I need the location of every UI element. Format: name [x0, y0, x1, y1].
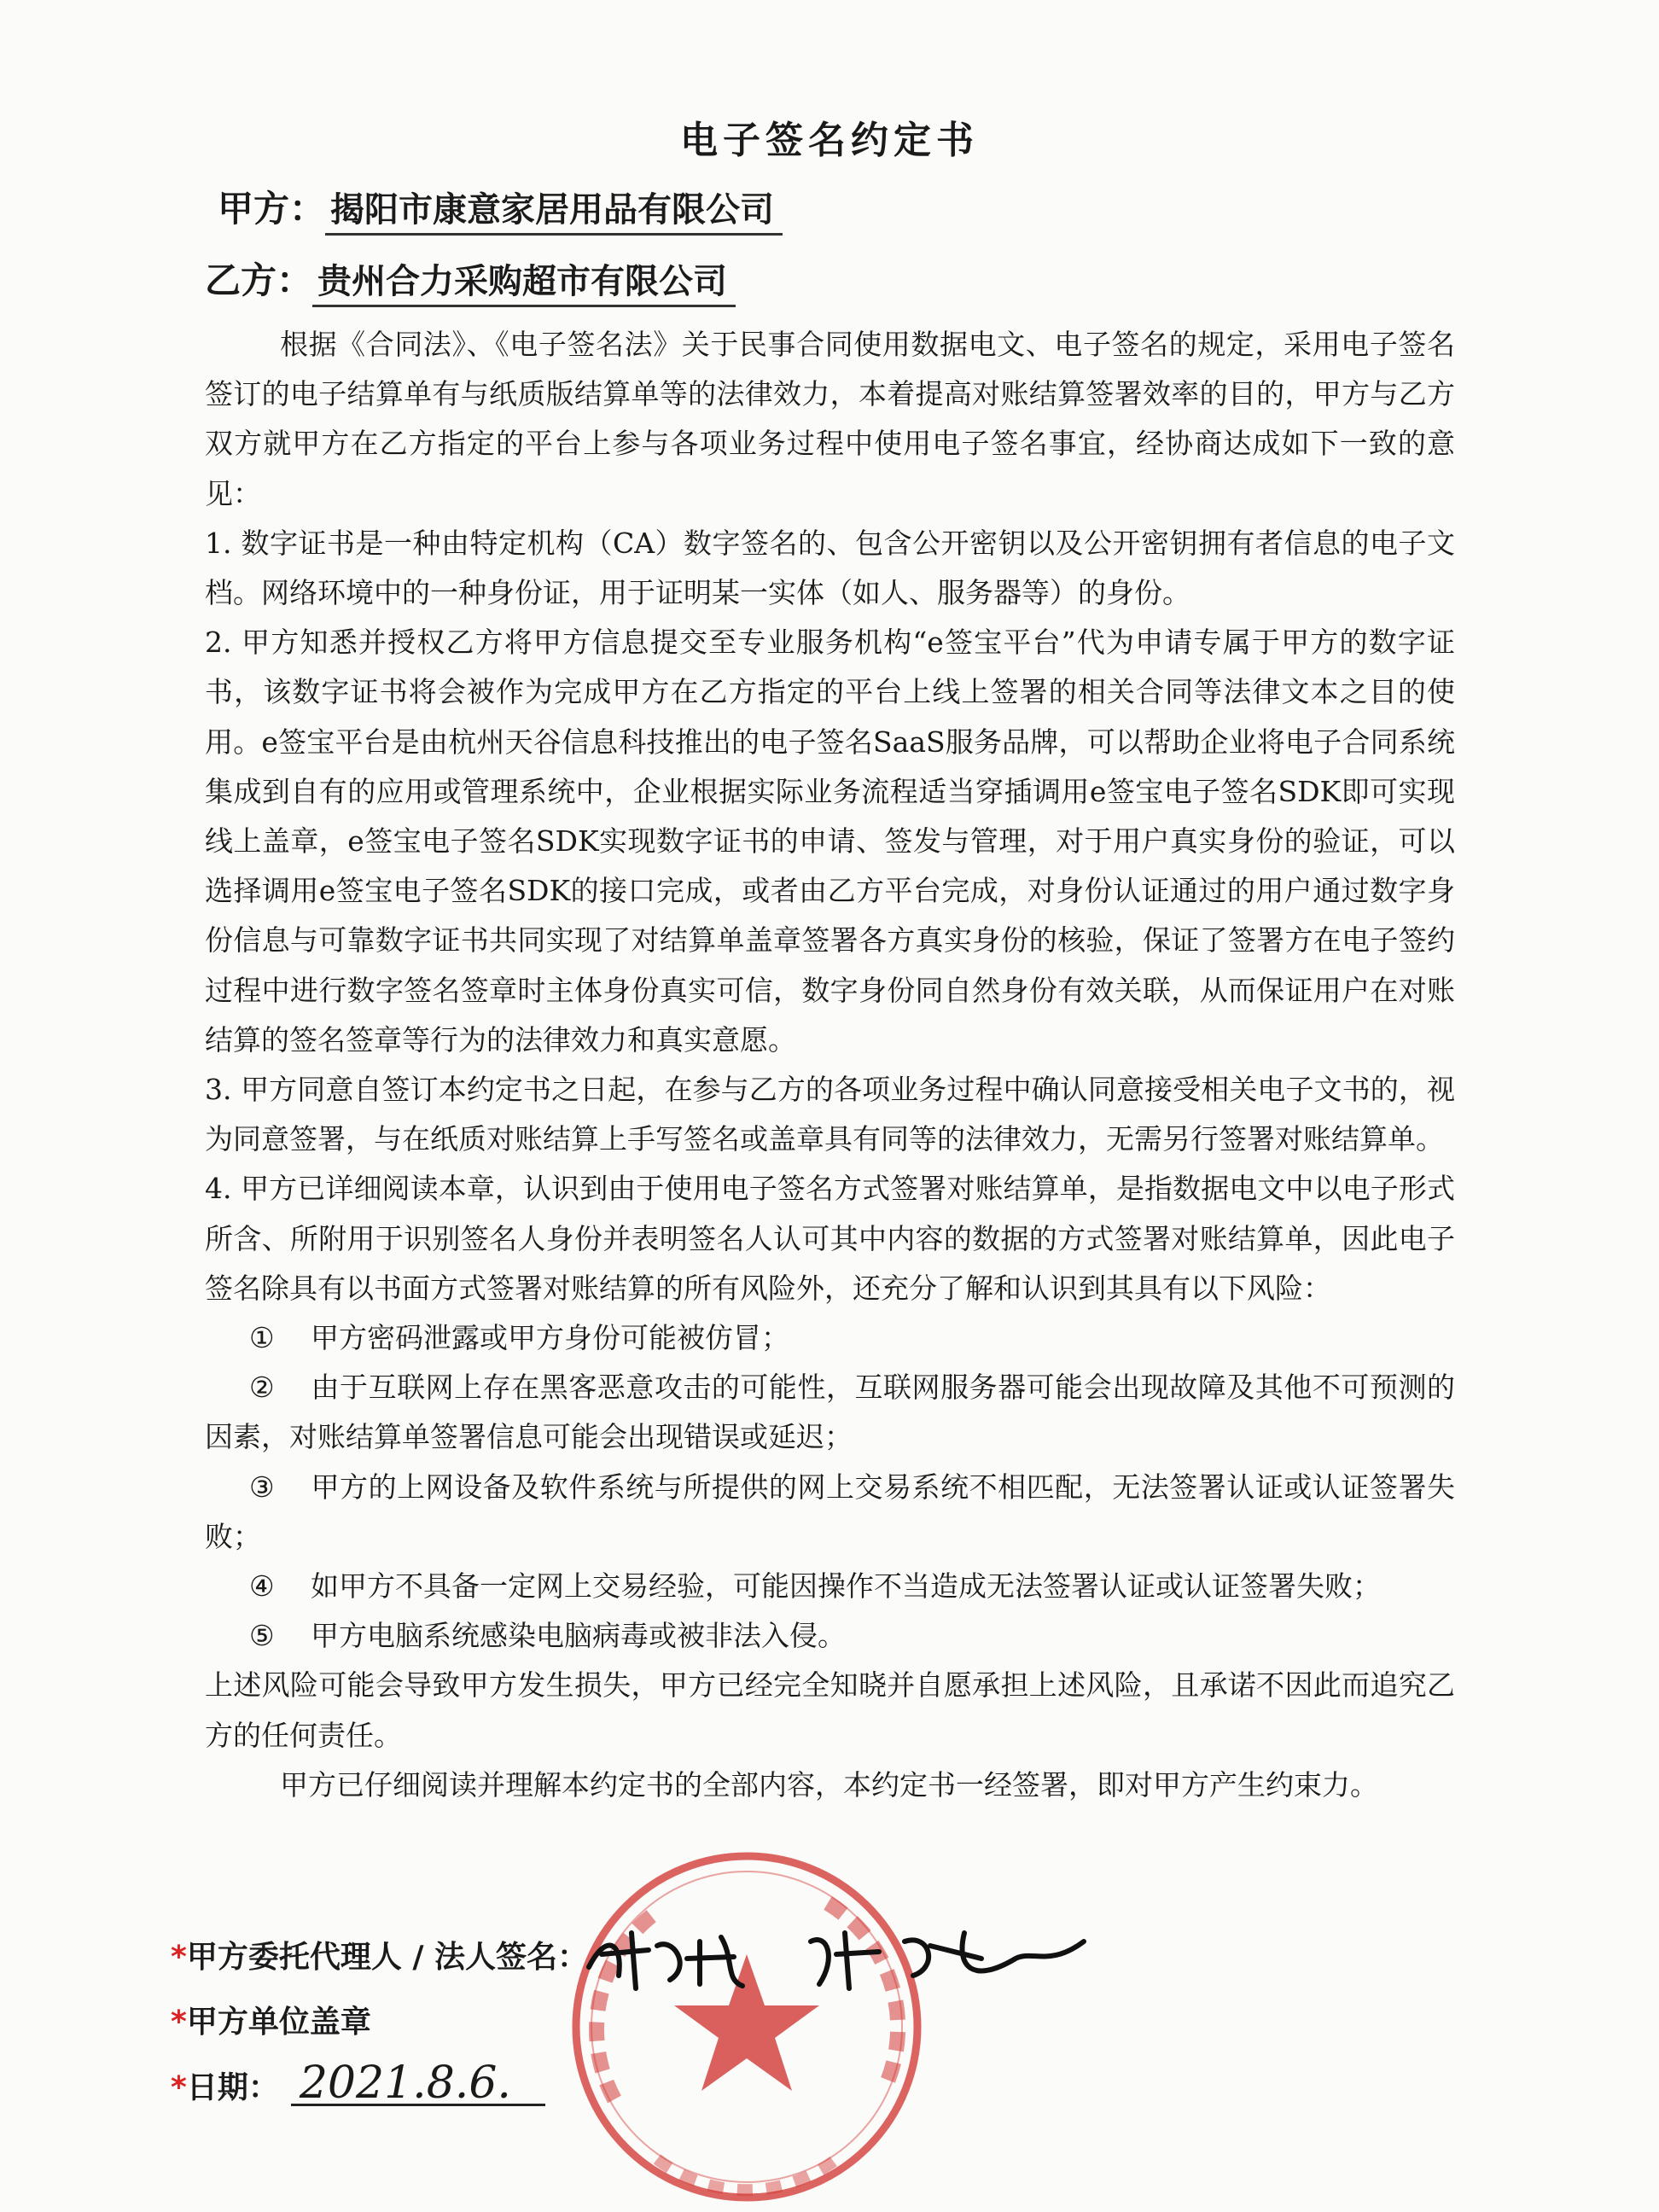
risk-text: 甲方密码泄露或甲方身份可能被仿冒；	[311, 1321, 789, 1355]
party-a-label: 甲方：	[218, 188, 326, 230]
intro-paragraph: 根据《合同法》、《电子签名法》关于民事合同使用数据电文、电子签名的规定，采用电子签名签订的电子结算单有与纸质版结算单等的法律效力，本着提高对账结算签署效率的目的，甲方与乙方双方就甲方在乙方指定的平台上参与各项业务过程中使用电子签名事宜，经协商达成如下一致的意见：	[205, 328, 1455, 510]
clause-2: 2. 甲方知悉并授权乙方将甲方信息提交至专业服务机构“e签宝平台”代为申请专属于甲方的数字证书，该数字证书将会被作为完成甲方在乙方指定的平台上线上签署的相关合同等法律文本之目的使用。e签宝平台是由杭州天谷信息科技推出的电子签名SaaS服务品牌，可以帮助企业将电子合同系统集成到自有的应用或管理系统中，企业根据实际业务流程适当穿插调用e签宝电子签名SDK即可实现线上盖章，e签宝电子签名SDK实现数字证书的申请、签发与管理，对于用户真实身份的验证，可以选择调用e签宝电子签名SDK的接口完成，或者由乙方平台完成，对身份认证通过的用户通过数字身份信息与可靠数字证书共同实现了对结算单盖章签署各方真实身份的核验，保证了签署方在电子签约过程中进行数字签名签章时主体身份真实可信，数字身份同自然身份有效关联，从而保证用户在对账结算的签名签章等行为的法律效力和真实意愿。	[205, 626, 1455, 1057]
date-label: 日期：	[186, 2070, 279, 2105]
risk-item	[205, 1463, 1455, 1562]
risk-text: 甲方的上网设备及软件系统与所提供的网上交易系统不相匹配，无法签署认证或认证签署失败；	[205, 1470, 1455, 1553]
risk-item	[205, 1313, 1455, 1363]
risk-item	[205, 1363, 1455, 1462]
risk-number: ④	[249, 1569, 275, 1604]
clause-1: 1. 数字证书是一种由特定机构（CA）数字签名的、包含公开密钥以及公开密钥拥有者信息的电子文档。网络环境中的一种身份证，用于证明某一实体（如人、服务器等）的身份。	[205, 526, 1455, 610]
risk-text: 如甲方不具备一定网上交易经验，可能因操作不当造成无法签署认证或认证签署失败；	[311, 1569, 1381, 1604]
date-value: 2021.8.6.	[291, 2063, 545, 2106]
risk-item	[205, 1611, 1455, 1661]
agent-signature-line	[171, 1933, 588, 1976]
risk-text: 由于互联网上存在黑客恶意攻击的可能性，互联网服务器可能会出现故障及其他不可预测的因素，对账结算单签署信息可能会出现错误或延迟；	[205, 1371, 1455, 1454]
party-a-name: 揭阳市康意家居用品有限公司	[325, 190, 783, 236]
clause-4: 4. 甲方已详细阅读本章，认识到由于使用电子签名方式签署对账结算单，是指数据电文中以电子形式所含、所附用于识别签名人身份并表明签名人认可其中内容的数据的方式签署对账结算单，因此电子签名除具有以书面方式签署对账结算的所有风险外，还充分了解和认识到其具有以下风险：	[205, 1172, 1455, 1305]
risk-number: ③	[249, 1470, 275, 1504]
risk-number: ⑤	[249, 1619, 275, 1653]
signature-block	[171, 1933, 1451, 2206]
seal-label: 甲方单位盖章	[186, 2005, 371, 2040]
clause-3: 3. 甲方同意自签订本约定书之日起，在参与乙方的各项业务过程中确认同意接受相关电子文书的，视为同意签署，与在纸质对账结算上手写签名或盖章具有同等的法律效力，无需另行签署对账结算单。	[205, 1073, 1455, 1156]
party-b-name: 贵州合力采购超市有限公司	[312, 262, 736, 307]
required-star: *	[171, 2005, 187, 2040]
document-title: 电子签名约定书	[680, 119, 979, 162]
date-line	[171, 2058, 545, 2109]
required-star: *	[171, 2070, 187, 2105]
party-b	[205, 253, 736, 304]
agent-signature-label: 甲方委托代理人 / 法人签名：	[186, 1940, 589, 1975]
risk-summary: 上述风险可能会导致甲方发生损失，甲方已经完全知晓并自愿承担上述风险，且承诺不因此而追究乙方的任何责任。	[205, 1668, 1455, 1752]
handwritten-signature	[572, 1907, 1101, 2001]
required-star: *	[171, 1940, 187, 1975]
risk-text: 甲方电脑系统感染电脑病毒或被非法入侵。	[311, 1619, 846, 1653]
seal-line	[171, 1998, 371, 2041]
agreement-body	[205, 320, 1455, 1810]
risk-number: ①	[249, 1321, 275, 1355]
closing-paragraph: 甲方已仔细阅读并理解本约定书的全部内容，本约定书一经签署，即对甲方产生约束力。	[280, 1767, 1378, 1802]
risk-number: ②	[249, 1371, 275, 1405]
risk-item	[205, 1562, 1455, 1611]
party-a	[218, 181, 783, 232]
party-b-label: 乙方：	[205, 259, 313, 301]
